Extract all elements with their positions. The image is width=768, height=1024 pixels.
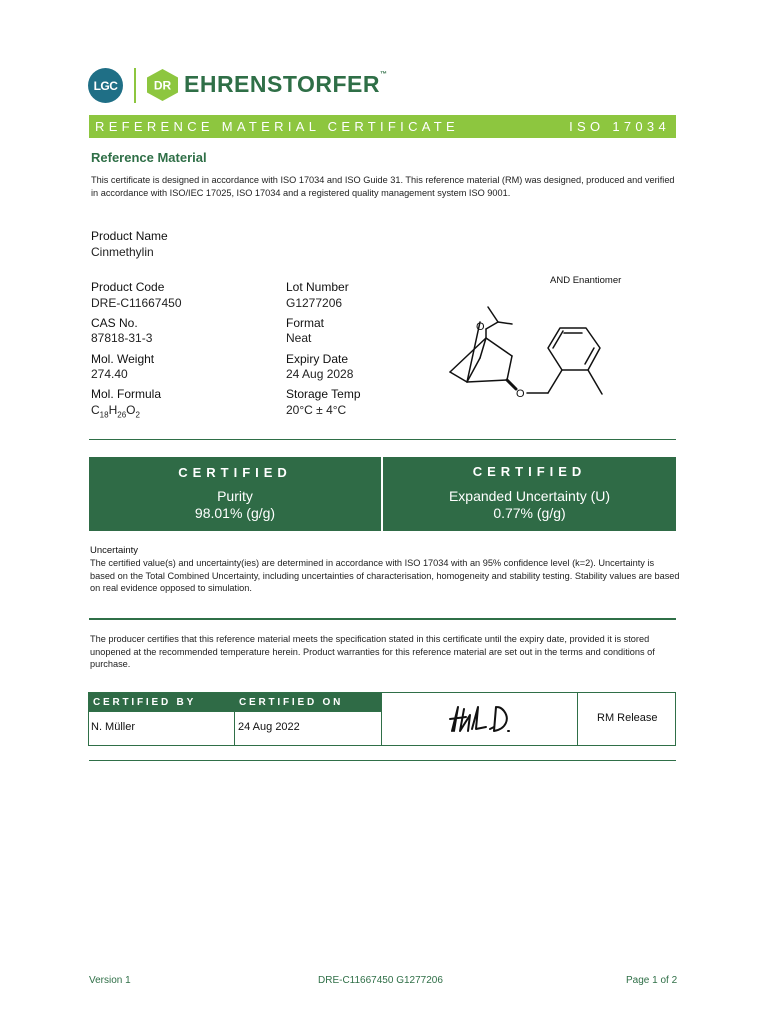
certified-purity-box xyxy=(89,457,381,531)
intro-text: This certificate is designed in accordance with ISO 17034 and ISO Guide 31. This reference material (RM) was designed, produced and verified in accordance with ISO/IEC 17025, ISO 17034 and a registered quality management system ISO 9001. xyxy=(91,175,675,198)
footer-doc-ref: DRE-C11667450 G1277206 xyxy=(318,975,443,986)
table-rule xyxy=(381,693,382,746)
divider xyxy=(89,618,676,620)
format-label: Format xyxy=(286,316,325,330)
formula-o: O xyxy=(126,403,136,417)
mol-formula-value xyxy=(91,403,140,419)
certified-uncertainty-name: Expanded Uncertainty (U) xyxy=(448,488,611,504)
lgc-logo: LGC xyxy=(88,68,123,103)
formula-o-count: 2 xyxy=(135,410,140,420)
certified-heading: CERTIFIED xyxy=(178,465,292,480)
certified-by-header: CERTIFIED BY xyxy=(89,693,235,711)
cas-label: CAS No. xyxy=(91,316,138,330)
bridge-oxygen-label: O xyxy=(476,321,485,333)
product-name-value: Cinmethylin xyxy=(91,245,154,259)
formula-h-count: 26 xyxy=(117,410,127,420)
table-rule xyxy=(577,693,578,746)
product-code-label: Product Code xyxy=(91,280,165,294)
dr-logo-badge xyxy=(145,68,180,102)
storage-temp-label: Storage Temp xyxy=(286,387,361,401)
certified-on-header: CERTIFIED ON xyxy=(235,693,382,711)
storage-temp-value: 20°C ± 4°C xyxy=(286,403,347,417)
logo-divider xyxy=(134,68,136,103)
brand-name xyxy=(184,71,388,98)
rm-release-label: RM Release xyxy=(597,712,658,724)
formula-c: C xyxy=(91,403,100,417)
certified-purity-name: Purity xyxy=(217,488,253,504)
formula-c-count: 18 xyxy=(99,410,109,420)
banner-title: REFERENCE MATERIAL CERTIFICATE xyxy=(95,119,459,134)
signature-table xyxy=(88,692,676,746)
cas-value: 87818-31-3 xyxy=(91,331,153,345)
product-name-label: Product Name xyxy=(91,229,168,243)
uncertainty-title: Uncertainty xyxy=(90,545,139,556)
footer-version: Version 1 xyxy=(89,975,131,986)
dr-logo-text: DR xyxy=(153,78,172,93)
product-code-value: DRE-C11667450 xyxy=(91,296,182,310)
mol-weight-label: Mol. Weight xyxy=(91,352,155,366)
ether-oxygen-label: O xyxy=(516,388,525,400)
formula-h: H xyxy=(108,403,118,417)
certified-purity-value: 98.01% (g/g) xyxy=(194,505,276,521)
divider xyxy=(89,760,676,761)
lot-number-value: G1277206 xyxy=(286,296,343,310)
certified-uncertainty-box xyxy=(383,457,676,531)
brand-name-text: EHRENSTORFER xyxy=(184,71,380,97)
uncertainty-text: The certified value(s) and uncertainty(ies) are determined in accordance with ISO 17034 with an 95% confidence level (k=2). Uncertainty is based on the Total Combined Uncertainty, including uncertainties of characterisation, homogeneity and stability testing. Stability values are based on real evidence opposed to simulation. xyxy=(90,558,680,593)
brand-trademark: ™ xyxy=(380,71,388,78)
certificate-banner xyxy=(89,115,676,138)
certified-by-value: N. Müller xyxy=(91,721,136,733)
certified-heading: CERTIFIED xyxy=(472,464,587,479)
lot-number-label: Lot Number xyxy=(286,280,349,294)
mol-formula-label: Mol. Formula xyxy=(91,387,162,401)
table-rule xyxy=(89,711,382,712)
certified-uncertainty-value: 0.77% (g/g) xyxy=(493,505,566,521)
banner-standard: ISO 17034 xyxy=(569,119,670,134)
enantiomer-note: AND Enantiomer xyxy=(550,275,622,286)
warranty-text: The producer certifies that this reference material meets the specification stated in this certificate until the expiry date, provided it is stored unopened at the recommended temperature herein. Product warranties for this reference material are set out in the terms and conditions of purchase. xyxy=(90,634,655,669)
certified-on-value: 24 Aug 2022 xyxy=(238,721,300,733)
mol-weight-value: 274.40 xyxy=(91,367,128,381)
divider xyxy=(89,439,676,440)
expiry-date-value: 24 Aug 2028 xyxy=(286,367,354,381)
format-value: Neat xyxy=(286,331,312,345)
handwritten-signature xyxy=(444,701,514,737)
table-rule xyxy=(234,711,235,746)
footer-page-number: Page 1 of 2 xyxy=(626,975,678,986)
chemical-structure-diagram xyxy=(440,300,620,405)
expiry-date-label: Expiry Date xyxy=(286,352,349,366)
section-title: Reference Material xyxy=(91,150,207,165)
